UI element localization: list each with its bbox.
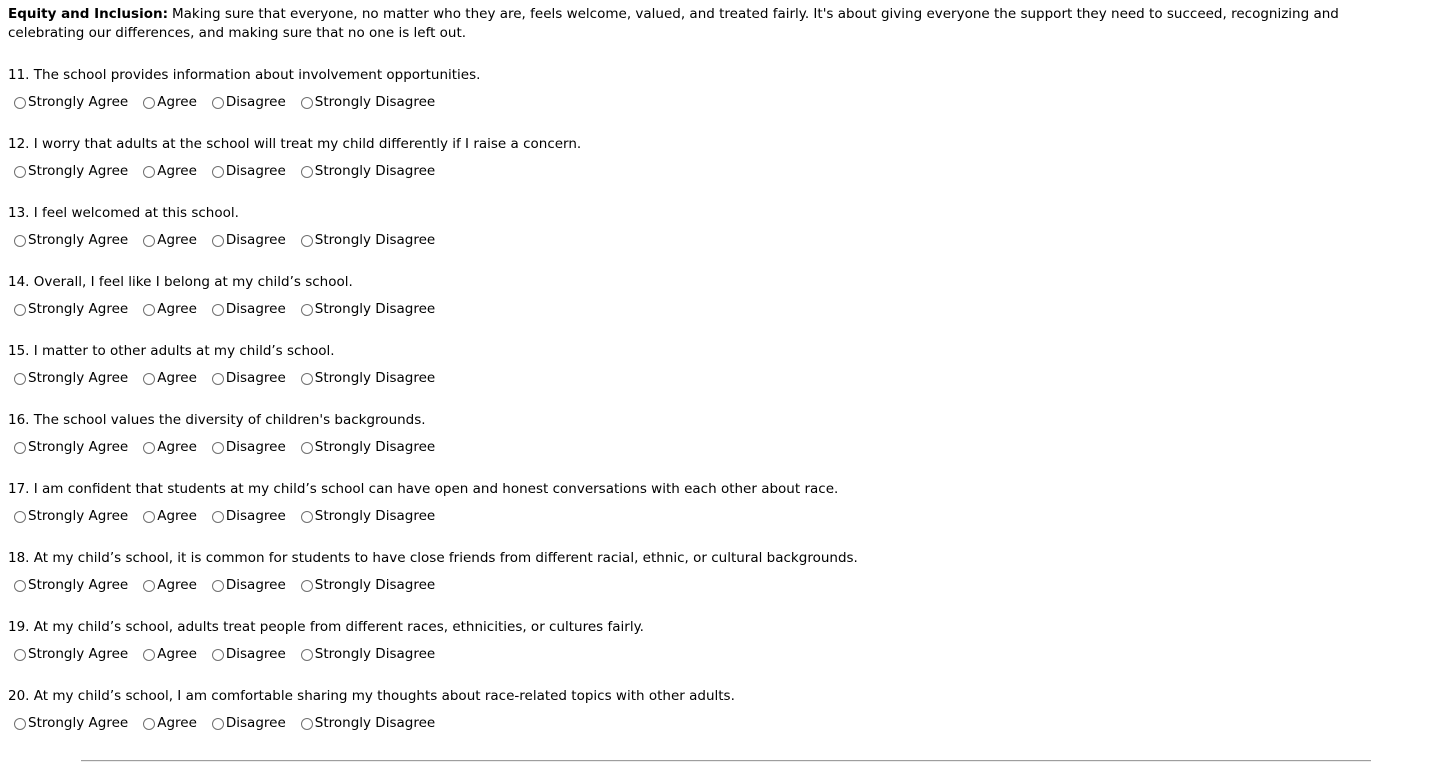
option-strongly-disagree[interactable]: [301, 645, 435, 664]
answer-options: [8, 645, 1422, 664]
radio-agree[interactable]: [143, 97, 155, 109]
question-text: 18. At my child’s school, it is common for students to have close friends from different racial, ethnic, or cultural backgrounds.: [8, 550, 858, 566]
radio-strongly-agree[interactable]: [14, 235, 26, 247]
answer-options: [8, 438, 1422, 457]
option-strongly-disagree[interactable]: [301, 714, 435, 733]
question-block: [8, 549, 1422, 595]
questions-list: [8, 66, 1422, 733]
answer-option-label: Disagree: [225, 439, 286, 455]
answer-option-label: Strongly Agree: [28, 163, 129, 179]
question-block: [8, 480, 1422, 526]
radio-disagree[interactable]: [212, 235, 224, 247]
radio-strongly-agree[interactable]: [14, 649, 26, 661]
answer-option-label: Agree: [157, 646, 197, 662]
option-disagree[interactable]: [212, 438, 286, 457]
radio-strongly-agree[interactable]: [14, 304, 26, 316]
answer-option-label: Strongly Agree: [28, 577, 129, 593]
intro-text: Making sure that everyone, no matter who they are, feels welcome, valued, and treated fairly. It's about giving everyone the support they need to succeed, recognizing and celebrating our differences, and making sure that no one is left out.: [8, 6, 1339, 41]
answer-options: [8, 162, 1422, 181]
radio-agree[interactable]: [143, 166, 155, 178]
option-disagree[interactable]: [212, 93, 286, 112]
option-strongly-agree[interactable]: [14, 231, 128, 250]
answer-option-label: Agree: [157, 439, 197, 455]
radio-agree[interactable]: [143, 718, 155, 730]
question-block: [8, 135, 1422, 181]
radio-strongly-agree[interactable]: [14, 373, 26, 385]
option-disagree[interactable]: [212, 300, 286, 319]
option-disagree[interactable]: [212, 714, 286, 733]
radio-agree[interactable]: [143, 442, 155, 454]
radio-strongly-disagree[interactable]: [301, 718, 313, 730]
answer-option-label: Strongly Agree: [28, 301, 129, 317]
question-text: 12. I worry that adults at the school will treat my child differently if I raise a concern.: [8, 136, 582, 152]
answer-options: [8, 300, 1422, 319]
answer-option-label: Strongly Disagree: [314, 646, 436, 662]
radio-strongly-agree[interactable]: [14, 166, 26, 178]
option-agree[interactable]: [143, 645, 197, 664]
answer-option-label: Strongly Disagree: [314, 715, 436, 731]
answer-option-label: Disagree: [225, 232, 286, 248]
question-text: 15. I matter to other adults at my child’s school.: [8, 343, 335, 359]
answer-option-label: Agree: [157, 163, 197, 179]
radio-disagree[interactable]: [212, 442, 224, 454]
option-strongly-disagree[interactable]: [301, 162, 435, 181]
answer-option-label: Agree: [157, 715, 197, 731]
radio-strongly-disagree[interactable]: [301, 304, 313, 316]
answer-option-label: Strongly Disagree: [314, 163, 436, 179]
question-block: [8, 204, 1422, 250]
radio-disagree[interactable]: [212, 97, 224, 109]
radio-strongly-disagree[interactable]: [301, 97, 313, 109]
question-block: [8, 342, 1422, 388]
option-strongly-disagree[interactable]: [301, 93, 435, 112]
answer-option-label: Strongly Agree: [28, 439, 129, 455]
question-block: [8, 273, 1422, 319]
option-agree[interactable]: [143, 162, 197, 181]
option-disagree[interactable]: [212, 645, 286, 664]
option-strongly-agree[interactable]: [14, 300, 128, 319]
option-disagree[interactable]: [212, 576, 286, 595]
option-strongly-disagree[interactable]: [301, 507, 435, 526]
radio-agree[interactable]: [143, 580, 155, 592]
answer-options: [8, 369, 1422, 388]
answer-options: [8, 576, 1422, 595]
radio-disagree[interactable]: [212, 718, 224, 730]
answer-option-label: Agree: [157, 508, 197, 524]
answer-option-label: Agree: [157, 577, 197, 593]
option-agree[interactable]: [143, 507, 197, 526]
option-strongly-disagree[interactable]: [301, 576, 435, 595]
answer-option-label: Strongly Disagree: [314, 370, 436, 386]
option-strongly-agree[interactable]: [14, 714, 128, 733]
answer-option-label: Disagree: [225, 94, 286, 110]
question-text: 19. At my child’s school, adults treat people from different races, ethnicities, or cultures fairly.: [8, 619, 644, 635]
radio-strongly-disagree[interactable]: [301, 373, 313, 385]
answer-option-label: Strongly Disagree: [314, 577, 436, 593]
option-strongly-disagree[interactable]: [301, 438, 435, 457]
answer-option-label: Agree: [157, 232, 197, 248]
radio-disagree[interactable]: [212, 304, 224, 316]
answer-option-label: Strongly Agree: [28, 508, 129, 524]
answer-option-label: Disagree: [225, 508, 286, 524]
radio-strongly-disagree[interactable]: [301, 511, 313, 523]
radio-disagree[interactable]: [212, 649, 224, 661]
option-strongly-agree[interactable]: [14, 438, 128, 457]
question-text: 16. The school values the diversity of children's backgrounds.: [8, 412, 426, 428]
option-strongly-disagree[interactable]: [301, 300, 435, 319]
radio-disagree[interactable]: [212, 580, 224, 592]
radio-strongly-agree[interactable]: [14, 511, 26, 523]
answer-option-label: Disagree: [225, 646, 286, 662]
option-agree[interactable]: [143, 438, 197, 457]
option-strongly-disagree[interactable]: [301, 231, 435, 250]
option-agree[interactable]: [143, 714, 197, 733]
answer-option-label: Strongly Disagree: [314, 508, 436, 524]
section-heading: Equity and Inclusion:: [8, 6, 168, 22]
radio-strongly-disagree[interactable]: [301, 235, 313, 247]
answer-option-label: Agree: [157, 370, 197, 386]
question-text: 13. I feel welcomed at this school.: [8, 205, 239, 221]
answer-option-label: Strongly Agree: [28, 646, 129, 662]
question-text: 11. The school provides information about involvement opportunities.: [8, 67, 481, 83]
radio-agree[interactable]: [143, 373, 155, 385]
answer-option-label: Disagree: [225, 715, 286, 731]
answer-option-label: Strongly Agree: [28, 715, 129, 731]
answer-option-label: Disagree: [225, 163, 286, 179]
radio-agree[interactable]: [143, 235, 155, 247]
answer-option-label: Strongly Disagree: [314, 94, 436, 110]
answer-options: [8, 507, 1422, 526]
option-agree[interactable]: [143, 300, 197, 319]
radio-disagree[interactable]: [212, 511, 224, 523]
answer-option-label: Disagree: [225, 370, 286, 386]
answer-option-label: Strongly Disagree: [314, 301, 436, 317]
question-block: [8, 66, 1422, 112]
question-block: [8, 618, 1422, 664]
option-agree[interactable]: [143, 576, 197, 595]
answer-options: [8, 93, 1422, 112]
answer-option-label: Disagree: [225, 577, 286, 593]
radio-strongly-disagree[interactable]: [301, 580, 313, 592]
bottom-divider: [81, 760, 1371, 762]
answer-option-label: Strongly Agree: [28, 370, 129, 386]
option-strongly-agree[interactable]: [14, 507, 128, 526]
radio-strongly-disagree[interactable]: [301, 166, 313, 178]
radio-strongly-agree[interactable]: [14, 442, 26, 454]
radio-agree[interactable]: [143, 304, 155, 316]
question-text: 20. At my child’s school, I am comfortable sharing my thoughts about race-related topics with other adults.: [8, 688, 735, 704]
option-disagree[interactable]: [212, 231, 286, 250]
option-strongly-disagree[interactable]: [301, 369, 435, 388]
radio-strongly-disagree[interactable]: [301, 649, 313, 661]
intro-paragraph: [8, 5, 1380, 43]
answer-option-label: Strongly Disagree: [314, 232, 436, 248]
radio-disagree[interactable]: [212, 166, 224, 178]
radio-agree[interactable]: [143, 649, 155, 661]
question-text: 17. I am confident that students at my child’s school can have open and honest conversations with each other about race.: [8, 481, 839, 497]
option-strongly-agree[interactable]: [14, 576, 128, 595]
option-disagree[interactable]: [212, 369, 286, 388]
option-agree[interactable]: [143, 369, 197, 388]
radio-agree[interactable]: [143, 511, 155, 523]
radio-strongly-agree[interactable]: [14, 580, 26, 592]
option-agree[interactable]: [143, 93, 197, 112]
radio-strongly-disagree[interactable]: [301, 442, 313, 454]
option-strongly-agree[interactable]: [14, 369, 128, 388]
option-strongly-agree[interactable]: [14, 645, 128, 664]
question-text: 14. Overall, I feel like I belong at my child’s school.: [8, 274, 353, 290]
radio-disagree[interactable]: [212, 373, 224, 385]
option-strongly-agree[interactable]: [14, 93, 128, 112]
answer-option-label: Agree: [157, 301, 197, 317]
answer-option-label: Strongly Agree: [28, 232, 129, 248]
option-disagree[interactable]: [212, 507, 286, 526]
answer-options: [8, 231, 1422, 250]
answer-option-label: Disagree: [225, 301, 286, 317]
radio-strongly-agree[interactable]: [14, 97, 26, 109]
answer-option-label: Strongly Agree: [28, 94, 129, 110]
answer-option-label: Strongly Disagree: [314, 439, 436, 455]
radio-strongly-agree[interactable]: [14, 718, 26, 730]
answer-options: [8, 714, 1422, 733]
question-block: [8, 687, 1422, 733]
question-block: [8, 411, 1422, 457]
option-strongly-agree[interactable]: [14, 162, 128, 181]
option-agree[interactable]: [143, 231, 197, 250]
option-disagree[interactable]: [212, 162, 286, 181]
answer-option-label: Agree: [157, 94, 197, 110]
